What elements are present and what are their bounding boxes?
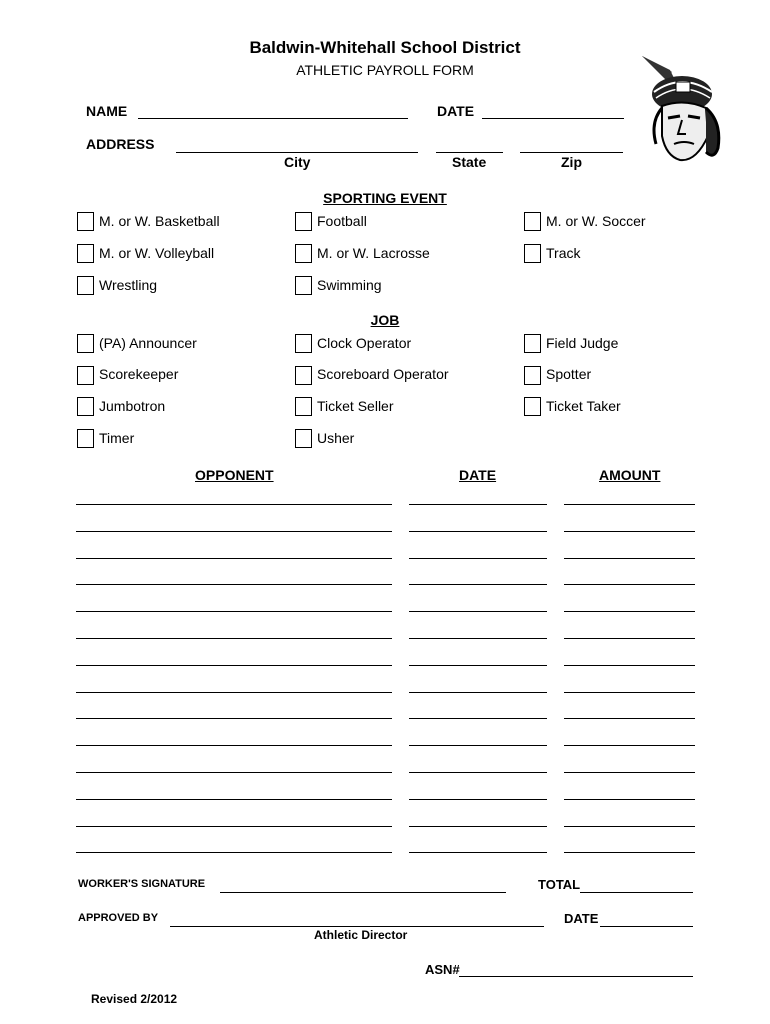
date-cell[interactable]	[409, 584, 547, 585]
amount-cell[interactable]	[564, 504, 695, 505]
approved-field[interactable]	[170, 926, 544, 927]
opponent-cell[interactable]	[76, 531, 392, 532]
checkbox-usher[interactable]	[295, 429, 312, 448]
opponent-cell[interactable]	[76, 718, 392, 719]
date-cell[interactable]	[409, 799, 547, 800]
option-usher: Usher	[317, 430, 355, 446]
checkbox-ticket-seller[interactable]	[295, 397, 312, 416]
opponent-cell[interactable]	[76, 638, 392, 639]
date-cell[interactable]	[409, 558, 547, 559]
checkbox-scoreboard-operator[interactable]	[295, 366, 312, 385]
checkbox-timer[interactable]	[77, 429, 94, 448]
date-cell[interactable]	[409, 772, 547, 773]
date-cell[interactable]	[409, 692, 547, 693]
option-jumbotron: Jumbotron	[99, 398, 166, 414]
amount-cell[interactable]	[564, 745, 695, 746]
signature-field[interactable]	[220, 892, 506, 893]
option-track: Track	[546, 245, 581, 261]
amount-cell[interactable]	[564, 826, 695, 827]
name-label: NAME	[86, 103, 128, 119]
zip-label: Zip	[561, 154, 582, 170]
amount-cell[interactable]	[564, 665, 695, 666]
date-cell[interactable]	[409, 718, 547, 719]
amount-cell[interactable]	[564, 718, 695, 719]
opponent-cell[interactable]	[76, 799, 392, 800]
checkbox-soccer[interactable]	[524, 212, 541, 231]
approved-label: APPROVED BY	[78, 912, 159, 924]
option-ticket-seller: Ticket Seller	[317, 398, 394, 414]
amount-header: AMOUNT	[599, 467, 661, 483]
checkbox-wrestling[interactable]	[77, 276, 94, 295]
option-field-judge: Field Judge	[546, 335, 619, 351]
checkbox-lacrosse[interactable]	[295, 244, 312, 263]
checkbox-swimming[interactable]	[295, 276, 312, 295]
opponent-header: OPPONENT	[195, 467, 274, 483]
name-field[interactable]	[138, 118, 408, 119]
date-cell[interactable]	[409, 504, 547, 505]
opponent-cell[interactable]	[76, 504, 392, 505]
date-cell[interactable]	[409, 665, 547, 666]
checkbox-clock-operator[interactable]	[295, 334, 312, 353]
option-timer: Timer	[99, 430, 135, 446]
sporting-event-heading: SPORTING EVENT	[323, 190, 447, 206]
option-scoreboard-operator: Scoreboard Operator	[317, 366, 449, 382]
approved-date-label: DATE	[564, 911, 599, 926]
approved-date-field[interactable]	[600, 926, 693, 927]
checkbox-volleyball[interactable]	[77, 244, 94, 263]
revised-note: Revised 2/2012	[91, 992, 178, 1006]
total-label: TOTAL	[538, 877, 581, 892]
date-header: DATE	[459, 467, 497, 483]
date-field[interactable]	[482, 118, 624, 119]
opponent-cell[interactable]	[76, 772, 392, 773]
option-volleyball: M. or W. Volleyball	[99, 245, 215, 261]
district-title: Baldwin-Whitehall School District	[249, 38, 521, 57]
amount-cell[interactable]	[564, 772, 695, 773]
opponent-cell[interactable]	[76, 611, 392, 612]
amount-cell[interactable]	[564, 852, 695, 853]
option-swimming: Swimming	[317, 277, 382, 293]
address-state-field[interactable]	[436, 152, 503, 153]
option-announcer: (PA) Announcer	[99, 335, 197, 351]
option-clock-operator: Clock Operator	[317, 335, 412, 351]
opponent-cell[interactable]	[76, 558, 392, 559]
signature-label: WORKER'S SIGNATURE	[78, 878, 206, 890]
asn-label: ASN#	[425, 962, 460, 977]
city-label: City	[284, 154, 311, 170]
opponent-cell[interactable]	[76, 692, 392, 693]
date-label: DATE	[437, 103, 475, 119]
option-soccer: M. or W. Soccer	[546, 213, 646, 229]
highlander-mascot-icon	[636, 52, 728, 168]
checkbox-spotter[interactable]	[524, 366, 541, 385]
date-cell[interactable]	[409, 611, 547, 612]
amount-cell[interactable]	[564, 692, 695, 693]
option-lacrosse: M. or W. Lacrosse	[317, 245, 430, 261]
amount-cell[interactable]	[564, 531, 695, 532]
opponent-cell[interactable]	[76, 665, 392, 666]
option-football: Football	[317, 213, 367, 229]
checkbox-field-judge[interactable]	[524, 334, 541, 353]
checkbox-scorekeeper[interactable]	[77, 366, 94, 385]
amount-cell[interactable]	[564, 799, 695, 800]
date-cell[interactable]	[409, 826, 547, 827]
state-label: State	[452, 154, 487, 170]
option-ticket-taker: Ticket Taker	[546, 398, 621, 414]
checkbox-jumbotron[interactable]	[77, 397, 94, 416]
checkbox-football[interactable]	[295, 212, 312, 231]
address-zip-field[interactable]	[520, 152, 623, 153]
checkbox-track[interactable]	[524, 244, 541, 263]
date-cell[interactable]	[409, 745, 547, 746]
job-heading: JOB	[370, 312, 400, 328]
option-wrestling: Wrestling	[99, 277, 158, 293]
opponent-cell[interactable]	[76, 826, 392, 827]
opponent-cell[interactable]	[76, 852, 392, 853]
director-label: Athletic Director	[314, 928, 408, 942]
checkbox-announcer[interactable]	[77, 334, 94, 353]
opponent-cell[interactable]	[76, 745, 392, 746]
date-cell[interactable]	[409, 852, 547, 853]
address-city-field[interactable]	[176, 152, 418, 153]
total-field[interactable]	[580, 892, 693, 893]
option-basketball: M. or W. Basketball	[99, 213, 220, 229]
amount-cell[interactable]	[564, 638, 695, 639]
checkbox-basketball[interactable]	[77, 212, 94, 231]
option-spotter: Spotter	[546, 366, 592, 382]
asn-field[interactable]	[459, 976, 693, 977]
opponent-cell[interactable]	[76, 584, 392, 585]
date-cell[interactable]	[409, 531, 547, 532]
amount-cell[interactable]	[564, 611, 695, 612]
form-title: ATHLETIC PAYROLL FORM	[296, 62, 474, 78]
amount-cell[interactable]	[564, 584, 695, 585]
address-label: ADDRESS	[86, 136, 155, 152]
date-cell[interactable]	[409, 638, 547, 639]
checkbox-ticket-taker[interactable]	[524, 397, 541, 416]
option-scorekeeper: Scorekeeper	[99, 366, 179, 382]
amount-cell[interactable]	[564, 558, 695, 559]
